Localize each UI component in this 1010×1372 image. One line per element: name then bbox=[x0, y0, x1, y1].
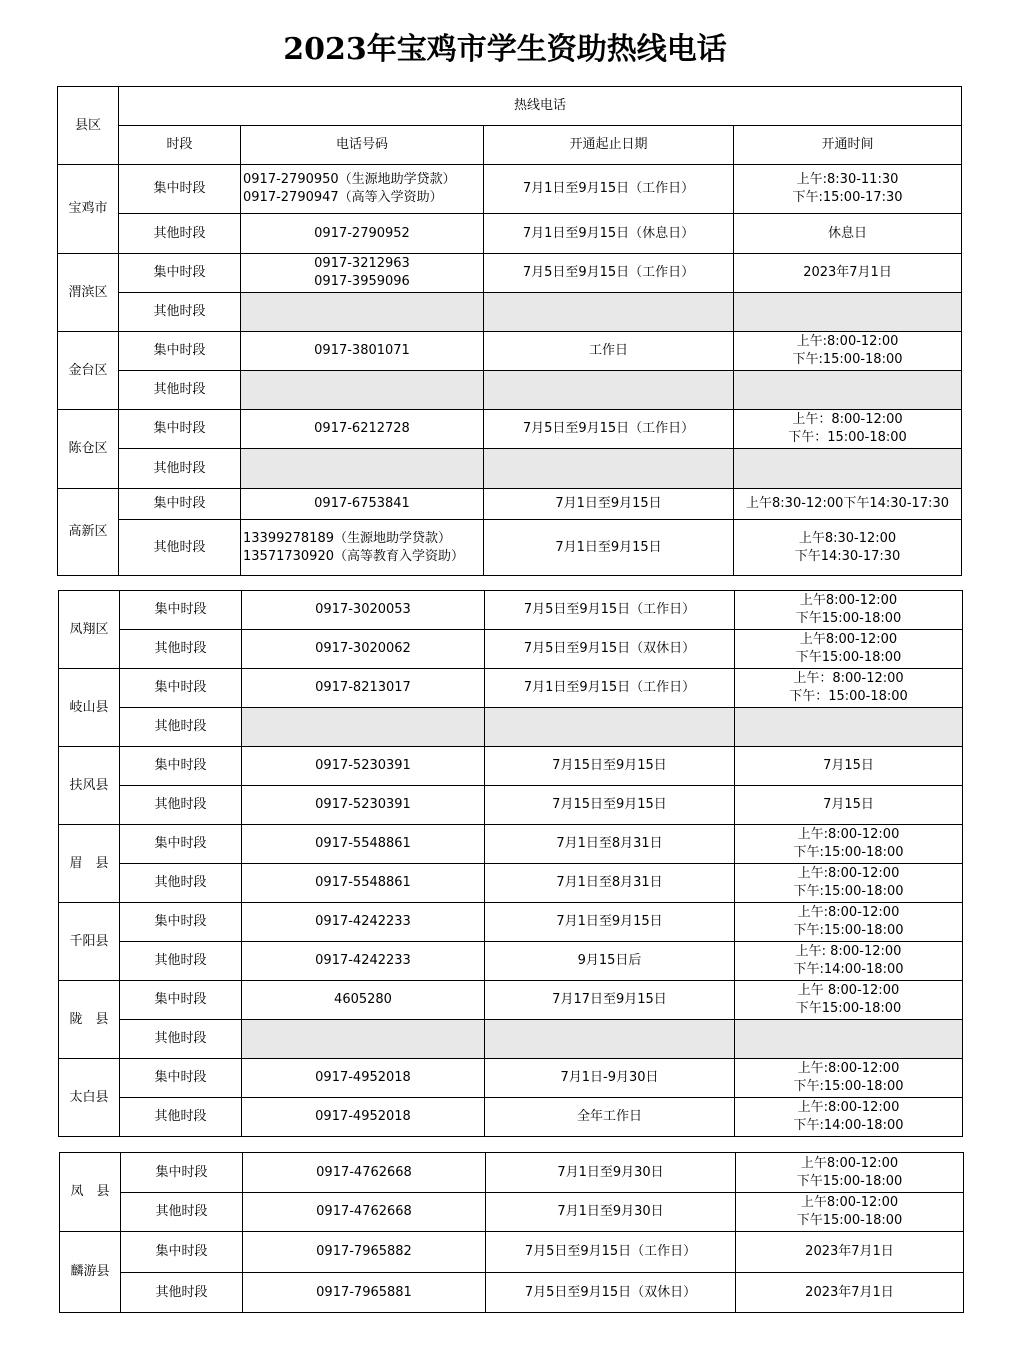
phone-cell bbox=[242, 747, 485, 786]
period-cell: 集中时段 bbox=[120, 747, 242, 786]
hotline-header: 热线电话 bbox=[119, 87, 962, 126]
hours-cell-line: 下午15:00-18:00 bbox=[795, 611, 902, 626]
phone-cell-line: 13399278189（生源地助学贷款） bbox=[243, 530, 451, 546]
dates-cell: 7月5日至9月15日（双休日） bbox=[486, 1273, 736, 1313]
hours-cell-line: 下午：15:00-18:00 bbox=[789, 689, 908, 704]
dates-cell bbox=[485, 1020, 735, 1059]
table-row bbox=[59, 1059, 963, 1098]
table-row bbox=[59, 747, 963, 786]
dates-cell bbox=[484, 449, 734, 489]
hours-cell bbox=[734, 332, 962, 371]
period-cell: 其他时段 bbox=[119, 214, 241, 254]
hotline-table-part-1 bbox=[57, 86, 962, 576]
hours-cell bbox=[736, 1193, 964, 1232]
hours-cell-line: 下午:14:00-18:00 bbox=[793, 1118, 904, 1133]
hours-cell-line: 下午:15:00-18:00 bbox=[793, 1079, 904, 1094]
table-row bbox=[58, 410, 962, 449]
hours-cell bbox=[734, 165, 962, 214]
hours-cell-line: 下午:15:00-18:00 bbox=[793, 923, 904, 938]
hours-cell bbox=[735, 981, 963, 1020]
table-row bbox=[60, 1193, 964, 1232]
table-row bbox=[59, 942, 963, 981]
phone-cell bbox=[242, 669, 485, 708]
table-row bbox=[59, 903, 963, 942]
table-row bbox=[58, 520, 962, 576]
dates-cell: 9月15日后 bbox=[485, 942, 735, 981]
period-cell: 其他时段 bbox=[120, 708, 242, 747]
period-cell: 集中时段 bbox=[121, 1153, 243, 1193]
period-cell: 集中时段 bbox=[120, 669, 242, 708]
period-cell: 集中时段 bbox=[119, 332, 241, 371]
table-row bbox=[60, 1153, 964, 1193]
period-cell: 集中时段 bbox=[119, 410, 241, 449]
county-cell: 岐山县 bbox=[59, 669, 120, 747]
phone-cell bbox=[243, 1232, 486, 1273]
period-cell: 其他时段 bbox=[119, 449, 241, 489]
period-cell: 集中时段 bbox=[120, 825, 242, 864]
phone-cell bbox=[242, 630, 485, 669]
county-cell: 陈仓区 bbox=[58, 410, 119, 489]
phone-cell-line: 0917-3020053 bbox=[315, 602, 411, 617]
phone-cell bbox=[241, 165, 484, 214]
phone-cell-line: 0917-7965882 bbox=[316, 1244, 412, 1259]
phone-cell-line: 0917-4762668 bbox=[316, 1164, 412, 1180]
phone-cell bbox=[241, 489, 484, 520]
phone-cell-line: 0917-2790947（高等入学资助） bbox=[243, 190, 443, 205]
table-row bbox=[58, 214, 962, 254]
hours-cell-line: 上午8:00-12:00 bbox=[799, 593, 898, 608]
hours-cell-line: 下午15:00-18:00 bbox=[795, 650, 902, 665]
period-cell: 其他时段 bbox=[121, 1193, 243, 1232]
phone-cell bbox=[242, 786, 485, 825]
county-cell: 金台区 bbox=[58, 332, 119, 410]
period-header: 时段 bbox=[119, 126, 241, 165]
hotline-table-part-2 bbox=[58, 590, 963, 1137]
hours-cell bbox=[735, 1098, 963, 1137]
phone-cell-line: 0917-4242233 bbox=[315, 953, 411, 968]
period-cell: 集中时段 bbox=[120, 981, 242, 1020]
period-cell: 其他时段 bbox=[120, 786, 242, 825]
phone-cell bbox=[241, 214, 484, 254]
table-row bbox=[59, 981, 963, 1020]
dates-cell: 7月15日至9月15日 bbox=[485, 747, 735, 786]
phone-cell bbox=[241, 332, 484, 371]
phone-cell bbox=[242, 942, 485, 981]
table-row bbox=[59, 1020, 963, 1059]
hours-cell-line: 下午:14:00-18:00 bbox=[793, 962, 904, 977]
phone-cell bbox=[242, 981, 485, 1020]
table-row bbox=[59, 708, 963, 747]
table-row bbox=[58, 254, 962, 293]
phone-cell-line: 0917-3212963 bbox=[314, 256, 410, 271]
dates-cell bbox=[485, 708, 735, 747]
hours-cell bbox=[735, 1059, 963, 1098]
page-title: 2023年宝鸡市学生资助热线电话 bbox=[283, 32, 727, 67]
phone-cell-line: 0917-6212728 bbox=[314, 421, 410, 436]
hotline-table-part-3 bbox=[59, 1152, 964, 1313]
hours-cell bbox=[734, 293, 962, 332]
phone-cell-line: 0917-4242233 bbox=[315, 914, 411, 929]
table-row bbox=[58, 332, 962, 371]
hours-cell bbox=[734, 371, 962, 410]
dates-cell: 7月1日至9月15日 bbox=[484, 520, 734, 576]
hours-cell-line: 上午:8:00-12:00 bbox=[797, 866, 900, 881]
dates-cell: 7月15日至9月15日 bbox=[485, 786, 735, 825]
period-cell: 集中时段 bbox=[121, 1232, 243, 1273]
hours-cell-line: 上午8:00-12:00 bbox=[800, 1195, 899, 1210]
phone-cell-line: 0917-3020062 bbox=[315, 641, 411, 656]
phone-cell bbox=[241, 410, 484, 449]
dates-cell: 全年工作日 bbox=[485, 1098, 735, 1137]
hours-cell bbox=[735, 630, 963, 669]
dates-cell: 7月1日-9月30日 bbox=[485, 1059, 735, 1098]
phone-cell bbox=[241, 520, 484, 576]
table-row bbox=[58, 371, 962, 410]
period-cell: 集中时段 bbox=[120, 903, 242, 942]
county-header: 县区 bbox=[58, 87, 119, 165]
period-cell: 集中时段 bbox=[119, 165, 241, 214]
period-cell: 其他时段 bbox=[120, 864, 242, 903]
county-cell: 太白县 bbox=[59, 1059, 120, 1137]
hours-cell-line: 下午15:00-18:00 bbox=[796, 1173, 903, 1189]
period-cell: 集中时段 bbox=[120, 1059, 242, 1098]
table-row bbox=[59, 786, 963, 825]
table-row bbox=[59, 1098, 963, 1137]
dates-header: 开通起止日期 bbox=[484, 126, 734, 165]
hours-cell bbox=[735, 1020, 963, 1059]
phone-cell bbox=[242, 864, 485, 903]
hours-cell-line: 下午:15:00-18:00 bbox=[792, 352, 903, 367]
hours-cell-line: 下午：15:00-18:00 bbox=[788, 430, 907, 445]
phone-cell bbox=[243, 1273, 486, 1313]
hours-cell bbox=[735, 864, 963, 903]
period-cell: 其他时段 bbox=[120, 1098, 242, 1137]
hours-cell-line: 上午:8:30-11:30 bbox=[796, 172, 899, 187]
hours-cell bbox=[734, 410, 962, 449]
hours-cell bbox=[736, 1273, 964, 1313]
hours-cell-line: 上午8:30-12:00 bbox=[798, 530, 897, 546]
hours-cell-line: 7月15日 bbox=[823, 797, 874, 812]
period-cell: 其他时段 bbox=[119, 371, 241, 410]
period-cell: 其他时段 bbox=[120, 1020, 242, 1059]
dates-cell: 7月1日至8月31日 bbox=[485, 864, 735, 903]
dates-cell: 7月17日至9月15日 bbox=[485, 981, 735, 1020]
phone-cell-line: 13571730920（高等教育入学资助） bbox=[243, 548, 464, 564]
phone-cell bbox=[243, 1193, 486, 1232]
hours-cell-line: 上午8:30-12:00下午14:30-17:30 bbox=[746, 496, 949, 511]
hours-cell-line: 上午：8:00-12:00 bbox=[793, 671, 904, 686]
phone-cell bbox=[242, 1059, 485, 1098]
table-row bbox=[60, 1232, 964, 1273]
table-row bbox=[58, 489, 962, 520]
phone-cell bbox=[242, 708, 485, 747]
phone-cell bbox=[241, 293, 484, 332]
table-row bbox=[58, 165, 962, 214]
hours-cell-line: 下午:15:00-18:00 bbox=[793, 845, 904, 860]
phone-cell bbox=[241, 254, 484, 293]
county-cell: 千阳县 bbox=[59, 903, 120, 981]
phone-cell bbox=[243, 1153, 486, 1193]
phone-cell bbox=[241, 449, 484, 489]
phone-cell-line: 0917-8213017 bbox=[315, 680, 411, 695]
hours-cell-line: 上午: 8:00-12:00 bbox=[795, 944, 902, 959]
dates-cell: 7月1日至9月15日 bbox=[484, 489, 734, 520]
phone-cell-line: 0917-2790952 bbox=[314, 225, 410, 241]
phone-cell bbox=[242, 1098, 485, 1137]
hours-cell-line: 下午15:00-18:00 bbox=[796, 1213, 903, 1228]
hours-cell bbox=[735, 942, 963, 981]
hours-cell-line: 下午:15:00-17:30 bbox=[792, 190, 903, 205]
dates-cell: 7月5日至9月15日（工作日） bbox=[486, 1232, 736, 1273]
hours-cell-line: 下午:15:00-18:00 bbox=[793, 884, 904, 899]
table-row bbox=[59, 591, 963, 630]
hours-cell bbox=[735, 669, 963, 708]
phone-cell-line: 0917-7965881 bbox=[316, 1284, 412, 1300]
table-row bbox=[59, 669, 963, 708]
hours-cell bbox=[736, 1153, 964, 1193]
hours-cell bbox=[735, 825, 963, 864]
hours-cell-line: 上午:8:00-12:00 bbox=[796, 334, 899, 349]
dates-cell: 7月5日至9月15日（双休日） bbox=[485, 630, 735, 669]
county-cell: 眉 县 bbox=[59, 825, 120, 903]
phone-cell-line: 0917-5548861 bbox=[315, 875, 411, 890]
dates-cell: 7月5日至9月15日（工作日） bbox=[484, 254, 734, 293]
phone-cell-line: 0917-6753841 bbox=[314, 496, 410, 511]
hours-cell-line: 上午：8:00-12:00 bbox=[792, 412, 903, 427]
dates-cell: 7月5日至9月15日（工作日） bbox=[484, 410, 734, 449]
hours-cell-line: 2023年7月1日 bbox=[805, 1284, 894, 1300]
hours-header: 开通时间 bbox=[734, 126, 962, 165]
hours-cell bbox=[735, 747, 963, 786]
hours-cell-line: 上午:8:00-12:00 bbox=[797, 827, 900, 842]
phone-header: 电话号码 bbox=[241, 126, 484, 165]
phone-cell-line: 0917-5230391 bbox=[315, 758, 411, 773]
phone-cell bbox=[242, 825, 485, 864]
hours-cell-line: 上午:8:00-12:00 bbox=[797, 1061, 900, 1076]
hours-cell bbox=[734, 214, 962, 254]
period-cell: 其他时段 bbox=[119, 293, 241, 332]
hours-cell-line: 7月15日 bbox=[823, 758, 874, 773]
phone-cell bbox=[242, 903, 485, 942]
county-cell: 凤 县 bbox=[60, 1153, 121, 1232]
phone-cell-line: 0917-5230391 bbox=[315, 797, 411, 812]
county-cell: 陇 县 bbox=[59, 981, 120, 1059]
hours-cell bbox=[735, 903, 963, 942]
county-cell: 高新区 bbox=[58, 489, 119, 576]
hours-cell-line: 下午14:30-17:30 bbox=[794, 548, 901, 564]
phone-cell-line: 0917-3959096 bbox=[314, 274, 410, 289]
hours-cell bbox=[736, 1232, 964, 1273]
hours-cell bbox=[735, 708, 963, 747]
dates-cell: 7月1日至9月30日 bbox=[486, 1153, 736, 1193]
hours-cell bbox=[735, 591, 963, 630]
period-cell: 其他时段 bbox=[121, 1273, 243, 1313]
hours-cell-line: 2023年7月1日 bbox=[803, 265, 892, 280]
hours-cell-line: 上午:8:00-12:00 bbox=[797, 905, 900, 920]
phone-cell bbox=[241, 371, 484, 410]
phone-cell bbox=[242, 591, 485, 630]
hours-cell-line: 上午 8:00-12:00 bbox=[797, 983, 900, 998]
table-row bbox=[60, 1273, 964, 1313]
hours-cell bbox=[735, 786, 963, 825]
phone-cell-line: 0917-4952018 bbox=[315, 1070, 411, 1085]
dates-cell: 7月1日至9月30日 bbox=[486, 1193, 736, 1232]
county-cell: 宝鸡市 bbox=[58, 165, 119, 254]
county-cell: 扶风县 bbox=[59, 747, 120, 825]
dates-cell: 7月1日至9月15日（工作日） bbox=[484, 165, 734, 214]
phone-cell-line: 0917-5548861 bbox=[315, 836, 411, 851]
hours-cell-line: 休息日 bbox=[828, 225, 868, 241]
table-row bbox=[59, 864, 963, 903]
period-cell: 集中时段 bbox=[119, 489, 241, 520]
dates-cell bbox=[484, 371, 734, 410]
table-row bbox=[59, 825, 963, 864]
county-cell: 麟游县 bbox=[60, 1232, 121, 1313]
dates-cell: 工作日 bbox=[484, 332, 734, 371]
period-cell: 集中时段 bbox=[120, 591, 242, 630]
hours-cell bbox=[734, 520, 962, 576]
dates-cell: 7月5日至9月15日（工作日） bbox=[485, 591, 735, 630]
dates-cell: 7月1日至8月31日 bbox=[485, 825, 735, 864]
period-cell: 其他时段 bbox=[119, 520, 241, 576]
phone-cell-line: 0917-4762668 bbox=[316, 1204, 412, 1219]
period-cell: 其他时段 bbox=[120, 630, 242, 669]
table-row bbox=[58, 449, 962, 489]
county-cell: 渭滨区 bbox=[58, 254, 119, 332]
phone-cell-line: 0917-4952018 bbox=[315, 1109, 411, 1124]
hours-cell-line: 下午15:00-18:00 bbox=[795, 1001, 902, 1016]
hours-cell-line: 上午8:00-12:00 bbox=[799, 632, 898, 647]
dates-cell: 7月1日至9月15日（工作日） bbox=[485, 669, 735, 708]
phone-cell-line: 0917-2790950（生源地助学贷款） bbox=[243, 172, 456, 187]
phone-cell bbox=[242, 1020, 485, 1059]
county-cell: 凤翔区 bbox=[59, 591, 120, 669]
phone-cell-line: 0917-3801071 bbox=[314, 343, 410, 358]
dates-cell bbox=[484, 293, 734, 332]
hours-cell-line: 2023年7月1日 bbox=[805, 1244, 894, 1259]
period-cell: 集中时段 bbox=[119, 254, 241, 293]
hours-cell bbox=[734, 254, 962, 293]
dates-cell: 7月1日至9月15日（休息日） bbox=[484, 214, 734, 254]
hours-cell bbox=[734, 449, 962, 489]
hours-cell bbox=[734, 489, 962, 520]
table-row bbox=[59, 630, 963, 669]
period-cell: 其他时段 bbox=[120, 942, 242, 981]
hours-cell-line: 上午8:00-12:00 bbox=[800, 1155, 899, 1171]
dates-cell: 7月1日至9月15日 bbox=[485, 903, 735, 942]
phone-cell-line: 4605280 bbox=[334, 992, 392, 1007]
table-row bbox=[58, 293, 962, 332]
hours-cell-line: 上午:8:00-12:00 bbox=[797, 1100, 900, 1115]
